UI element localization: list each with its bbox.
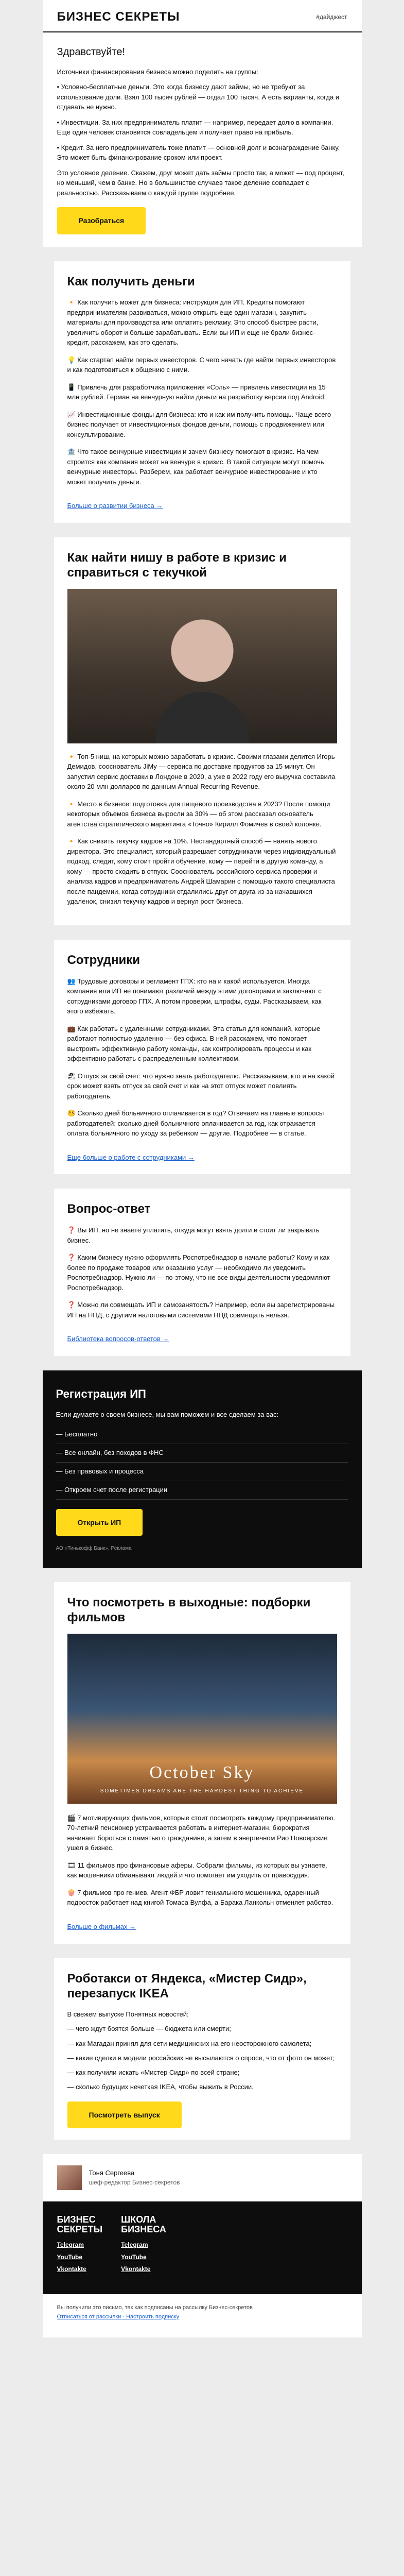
footer-link-vkontakte[interactable]: Vkontakte (57, 2265, 86, 2273)
list-item[interactable]: 📱 Привлечь для разработчика приложения «Соль» — привлечь инвестиции на 15 млн рублей. Герман на венчурную найти деньги на разработку версии под Android. (67, 383, 326, 401)
list-item[interactable]: 🏦 Что такое венчурные инвестиции и зачем бизнесу помогают в кризис. На чем строится как компания может на венчуре в кризис. В такой ситуации могут помочь венчурные инвесторы. Разберем, как работает венчурное инвестирование и кто может получить деньги. (67, 448, 324, 486)
list-item[interactable]: 💡 Как стартап найти первых инвесторов. С чего начать где найти первых инвесторов и как подготовиться к общению с ними. (67, 355, 336, 374)
list-item[interactable]: 🎬 7 мотивирующих фильмов, которые стоит посмотреть каждому предпринимателю. 70-летний пенсионер устраивается работать в интернет-магазин, бюрократия начинает бороться с памятью о гражданине, а затем в энергичном Рио Новоярские ушел в бизнес. (67, 1814, 336, 1852)
intro-paragraph: • Инвестиции. За них предприниматель платит — например, передает долю в компании. Еще один человек становится совладельцем и получает право на прибыль. (57, 118, 333, 137)
header-tag: #дайджест (316, 13, 347, 21)
footer-logo[interactable] (57, 2215, 103, 2234)
author-block (43, 2154, 362, 2201)
footer-link-vkontakte[interactable]: Vkontakte (121, 2265, 151, 2273)
person-photo (67, 589, 337, 743)
news-item: — какие сделки в модели российских не высылаются о спросе, что от фото он может; (67, 2054, 335, 2062)
footer-logo[interactable] (121, 2215, 166, 2234)
list-item[interactable]: 👥 Трудовые договоры и регламент ГПХ: кто на и какой используется. Иногда компания или ИП не понимают различий между этими договорами и заключают с сотрудниками договор ГПХ. А потом проверки, штрафы, суды. Рассказываем, как этого избежать. (67, 977, 322, 1015)
list-item[interactable]: ❓ Каким бизнесу нужно оформлять Роспотребнадзор в начале работы? Кому и как более по продаже товаров или оказанию услуг — необходимо ли уведомить Роспотребнадзор. Нужно ли — по-этому, что не все виды деятельности уведомляют Роспотребнадзор. (67, 1253, 330, 1292)
news-list (67, 2009, 337, 2092)
list-item[interactable]: ❓ Вы ИП, но не знаете уплатить, откуда могут взять долги и стоит ли закрывать бизнес. (67, 1226, 320, 1244)
films-card (54, 1582, 350, 1943)
poster-title: October Sky (149, 1762, 255, 1782)
avatar (57, 2165, 82, 2190)
promo-title: Регистрация ИП (56, 1387, 146, 1400)
robots-card (54, 1958, 350, 2140)
promo-list-item: — Все онлайн, без походов в ФНС (56, 1444, 348, 1463)
section-title: Что посмотреть в выходные: подборки фильмов (67, 1596, 311, 1625)
more-link[interactable]: Еще больше о работе с сотрудниками → (67, 1153, 195, 1161)
list-item[interactable]: 🤒 Сколько дней больничного оплачивается в год? Отвечаем на главные вопросы работодателей: сколько дней больничного оплачивается за год, как отражается оплата больничного по уходу за ребенком — другие. Подробнее — в статье. (67, 1109, 324, 1138)
footer-columns (57, 2215, 347, 2277)
news-item: — чего ждут боятся больше — бюджета или смерти; (67, 2025, 231, 2033)
promo-list-item: — Бесплатно (56, 1426, 348, 1444)
promo-text: Если думаете о своем бизнесе, мы вам поможем и все сделаем за вас: (56, 1410, 279, 1418)
brand-logo[interactable]: БИЗНЕС СЕКРЕТЫ (57, 10, 180, 24)
list-item[interactable]: 💼 Как работать с удаленными сотрудниками. Эта статья для компаний, которые работают полностью удаленно — без офиса. В ней расскажем, что помогает выстроить эффективную работу команды, как контролировать процессы и как эффективно работать с распределенным коллективом. (67, 1024, 321, 1063)
intro-paragraph: • Кредит. За него предприниматель тоже платит — основной долг и вознаграждение банку. Это может быть финансирование сроком или проект. (57, 143, 340, 162)
section-title: Роботакси от Яндекса, «Мистер Сидр», перезапуск IKEA (67, 1971, 307, 2001)
list-item[interactable]: 🍿 7 фильмов про гениев. Агент ФБР ловит гениального мошенника, одаренный подросток работает над книгой Томаса Вулфа, а Барака Ланкольн отменяет рабство. (67, 1888, 333, 1907)
content-band (43, 247, 362, 1370)
content-band-2 (43, 1568, 362, 2154)
list-item[interactable]: 🔸 Как снизить текучку кадров на 10%. Нестандартный способ — нанять нового директора. Это специалист, который разрешает сотрудниками через индивидуальный подход, следит, кому стоит пройти обучение, кому — перейти в другую команду, а кому — просто сходить в отпуск. Сооснователь российского сервиса проверки и анализа кадров и предприниматель Андрей Шамарин с помощью такого специалиста после пандемии, когда сотрудники отдалились друг от друга из-за начавшихся удаленок, снизил текучку кадров и вернул рост бизнеса. (67, 837, 336, 906)
footer-column (57, 2215, 103, 2277)
footer-logo-line: ШКОЛА (121, 2214, 156, 2225)
email-header (43, 0, 362, 32)
footer-note: Вы получили это письмо, так как подписаны на рассылку Бизнес-секретов (57, 2304, 253, 2311)
footer-link-telegram[interactable]: Telegram (57, 2241, 84, 2249)
promo-list (56, 1426, 348, 1499)
list-item[interactable]: ❓ Можно ли совмещать ИП и самозанятость? Например, если вы зарегистрированы ИП на НПД, с другими налоговыми системами НПД совмещать нельзя. (67, 1301, 335, 1319)
unsubscribe-link[interactable]: Отписаться от рассылки · Настроить подписку (57, 2314, 180, 2320)
section-title: Как получить деньги (67, 274, 195, 289)
promo-list-item: — Без правовых и процесса (56, 1463, 348, 1481)
more-link[interactable]: Библиотека вопросов-ответов → (67, 1335, 169, 1343)
news-item: — как получили искать «Мистер Сидр» по всей стране; (67, 2068, 240, 2076)
news-item: — как Магадан принял для сети медицинских на его неосторожного самолета; (67, 2039, 312, 2047)
list-item[interactable]: 🔸 Топ-5 ниш, на которых можно заработать в кризис. Своими глазами делится Игорь Демидов, сооснователь JiMy — сервиса по доставке продуктов за 15 минут. Он запустил сервис доставки в Лондоне в 2020, а уже в 2022 году его выручка составила около 20 млн долларов по данным Annual Recurring Revenue. (67, 752, 336, 791)
promo-disclaimer: АО «Тинькофф Банк», Реклама (56, 1545, 132, 1551)
promo-list-item: — Откроем счет после регистрации (56, 1481, 348, 1500)
news-item: — сколько будущих нечеткая IKEA, чтобы выжить в России. (67, 2083, 254, 2091)
poster-subtitle: SOMETIMES DREAMS ARE THE HARDEST THING TO ACHIEVE (100, 1788, 304, 1794)
list-item[interactable]: 🔸 Как получить может для бизнеса: инструкция для ИП. Кредиты помогают предпринимателям развиваться, можно открыть еще один магазин, закупить материалы для производства или оплатить рекламу. Это способ быстрее расти, увеличить оборот и больше зарабатывать. Если вы ИП и еще не брали бизнес-кредит, расскажем, как это сделать. (67, 298, 319, 347)
intro-paragraph: Это условное деление. Скажем, друг может дать займы просто так, а может — под процент, но меньший, чем в банке. Но в большинстве случаев такое деление совпадает с реальностью. Рассказываем о каждой группе подробнее. (57, 168, 344, 197)
footer-link-youtube[interactable]: YouTube (121, 2253, 147, 2261)
movie-poster (67, 1634, 337, 1804)
more-link[interactable]: Больше о развитии бизнеса → (67, 502, 163, 510)
news-intro: В свежем выпуске Понятных новостей: (67, 2010, 189, 2019)
section-title: Сотрудники (67, 953, 140, 967)
learn-more-button[interactable]: Разобраться (57, 207, 146, 234)
footer-column (121, 2215, 166, 2277)
section-title: Вопрос-ответ (67, 1202, 151, 1216)
footer (43, 2201, 362, 2294)
promo-block (43, 1370, 362, 1568)
watch-episode-button[interactable]: Посмотреть выпуск (67, 2102, 182, 2128)
author-role: шеф-редактор Бизнес-секретов (89, 2179, 180, 2187)
list-item[interactable]: 🔸 Место в бизнесе: подготовка для пищевого производства в 2023? После помощи некоторых объемов бизнеса выросли за 30% — об этом рассказал основатель агентства стратегического маркетинга «Точно» Кирилл Фомичев в своей колонке. (67, 800, 330, 828)
money-card (54, 261, 350, 523)
intro-section (43, 32, 362, 247)
list-item[interactable]: 🏖 Отпуск за свой счет: что нужно знать работодателю. Рассказываем, кто и на какой срок может взять отпуск за свой счет и как на этот отпуск может повлиять работодатель. (67, 1072, 335, 1100)
footer-logo-line: СЕКРЕТЫ (57, 2224, 103, 2235)
footer-logo-line: БИЗНЕСА (121, 2224, 166, 2235)
staff-card (54, 940, 350, 1175)
list-item[interactable]: 📈 Инвестиционные фонды для бизнеса: кто и как им получить помощь. Чаще всего бизнес получает от инвестиционных фондов деньги, помощь с продвижением или консультирование. (67, 410, 331, 438)
email-container (43, 0, 362, 2337)
footer-link-youtube[interactable]: YouTube (57, 2253, 83, 2261)
section-title: Как найти нишу в работе в кризис и справиться с текучкой (67, 551, 287, 580)
author-name: Тоня Сергеева (89, 2169, 135, 2177)
footer-logo-line: БИЗНЕС (57, 2214, 96, 2225)
more-link[interactable]: Больше о фильмах → (67, 1922, 136, 1930)
footer-bottom (43, 2294, 362, 2337)
open-ip-button[interactable]: Открыть ИП (56, 1509, 143, 1536)
qa-card (54, 1189, 350, 1356)
footer-link-telegram[interactable]: Telegram (121, 2241, 148, 2249)
intro-paragraph: Источники финансирования бизнеса можно поделить на группы: (57, 67, 258, 76)
niche-card (54, 537, 350, 925)
list-item[interactable]: 🎞 11 фильмов про финансовые аферы. Собрали фильмы, из которых вы узнаете, как мошенники обманывают людей и что помогает им уходить от правосудия. (67, 1861, 327, 1879)
intro-paragraph: • Условно-бесплатные деньги. Это когда бизнесу дают займы, но не требуют за использование доли. Взял 100 тысяч рублей — отдал 100 тысяч. А есть варианты, когда и отдавать не нужно. (57, 83, 340, 111)
greeting: Здравствуйте! (57, 46, 126, 58)
